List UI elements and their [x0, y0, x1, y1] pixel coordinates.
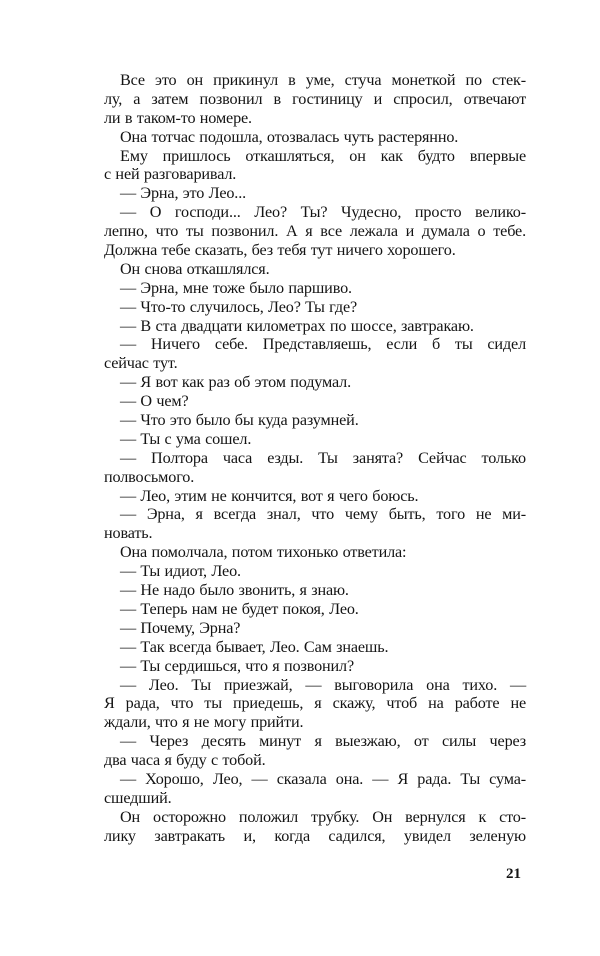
text-line: — Ты идиот, Лео.: [120, 562, 241, 581]
text-line: полвосьмого.: [104, 467, 195, 486]
text-line: — Не надо было звонить, я знаю.: [120, 581, 349, 600]
text-line: Он снова откашлялся.: [120, 259, 270, 278]
text-line: Ему пришлось откашляться, он как будто впервые: [120, 146, 526, 165]
text-line: Должна тебе сказать, без тебя тут ничего хорошего.: [104, 241, 456, 260]
text-line: новать.: [104, 524, 153, 543]
text-line: — Что-то случилось, Лео? Ты где?: [120, 297, 358, 316]
text-line: — Ты с ума сошел.: [120, 429, 252, 448]
text-line: — Лео, этим не кончится, вот я чего боюсь.: [120, 486, 419, 505]
text-line: — Я вот как раз об этом подумал.: [120, 373, 351, 392]
text-line: — О господи... Лео? Ты? Чудесно, просто велико-: [120, 203, 526, 222]
text-line: Она тотчас подошла, отозвалась чуть растерянно.: [120, 127, 459, 146]
text-line: лику завтракать и, когда садился, увидел зеленую: [104, 826, 526, 845]
text-line: ли в таком-то номере.: [104, 108, 252, 127]
text-line: — Полтора часа езды. Ты занята? Сейчас только: [120, 448, 526, 467]
text-line: Он осторожно положил трубку. Он вернулся к сто-: [120, 807, 526, 826]
text-line: Она помолчала, потом тихонько ответила:: [120, 543, 407, 562]
text-line: — Так всегда бывает, Лео. Сам знаешь.: [120, 637, 389, 656]
text-line: сейчас тут.: [104, 354, 178, 373]
text-line: — Ничего себе. Представляешь, если б ты сидел: [120, 335, 526, 354]
text-line: лу, а затем позвонил в гостиницу и спросил, отвечают: [104, 89, 526, 108]
text-line: — Эрна, мне тоже было паршиво.: [120, 278, 352, 297]
page-number: 21: [506, 866, 521, 882]
text-line: с ней разговаривал.: [104, 165, 237, 184]
text-line: — Что это было бы куда разумней.: [120, 411, 359, 430]
text-line: — Эрна, я всегда знал, что чему быть, того не ми-: [120, 505, 526, 524]
text-line: ждали, что я не могу прийти.: [104, 713, 304, 732]
text-line: — Через десять минут я выезжаю, от силы через: [120, 732, 526, 751]
text-line: — О чем?: [120, 392, 189, 411]
text-line: лепно, что ты позвонил. А я все лежала и думала о тебе.: [104, 222, 526, 241]
text-line: — Лео. Ты приезжай, — выговорила она тихо. —: [120, 675, 526, 694]
text-line: — В ста двадцати километрах по шоссе, завтракаю.: [120, 316, 474, 335]
text-line: — Теперь нам не будет покоя, Лео.: [120, 599, 359, 618]
text-line: сшедший.: [104, 788, 172, 807]
text-line: — Почему, Эрна?: [120, 618, 241, 637]
text-line: Все это он прикинул в уме, стуча монеткой по стек-: [120, 71, 526, 89]
text-line: Я рада, что ты приедешь, я скажу, чтоб на работе не: [104, 694, 526, 713]
text-line: — Хорошо, Лео, — сказала она. — Я рада. Ты сума-: [120, 769, 526, 788]
body-text: [104, 71, 526, 846]
text-line: два часа я буду с тобой.: [104, 751, 266, 770]
text-line: — Эрна, это Лео...: [120, 184, 246, 203]
text-line: — Ты сердишься, что я позвонил?: [120, 656, 355, 675]
